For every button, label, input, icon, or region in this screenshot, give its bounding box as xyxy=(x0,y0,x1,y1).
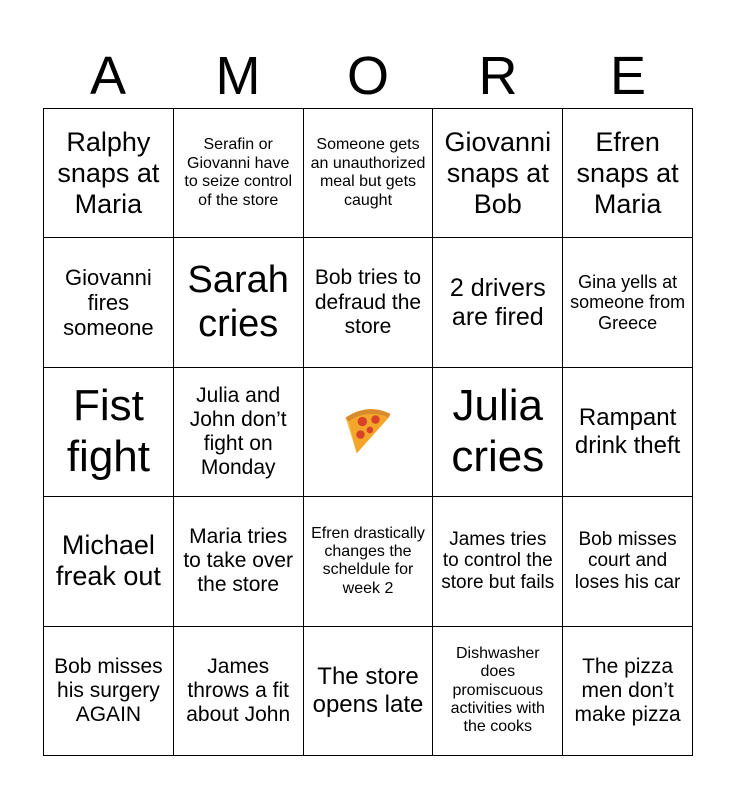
bingo-cell-text: James tries to control the store but fails xyxy=(441,528,555,594)
bingo-cell-text: Efren snaps at Maria xyxy=(576,126,679,219)
bingo-cell-text: Bob misses court and loses his car xyxy=(574,528,681,594)
header-letter: O xyxy=(346,46,389,106)
bingo-cell-text: Dishwasher does promiscuous activities with the cooks xyxy=(450,644,545,736)
bingo-cell[interactable] xyxy=(174,109,304,238)
pizza-slice-icon xyxy=(338,399,398,464)
bingo-cell-text: The pizza men don’t make pizza xyxy=(574,654,681,726)
bingo-cell-text: 2 drivers are fired xyxy=(449,273,546,331)
bingo-cell[interactable] xyxy=(563,368,693,497)
bingo-cell-text: Someone gets an unauthorized meal but gets caught xyxy=(310,136,426,209)
bingo-board xyxy=(43,108,693,756)
bingo-cell-text: Michael freak out xyxy=(55,530,161,592)
bingo-cell-text: Maria tries to take over the store xyxy=(183,525,294,597)
bingo-cell[interactable] xyxy=(44,238,174,367)
bingo-cell[interactable] xyxy=(433,238,563,367)
header-letter: R xyxy=(478,46,518,106)
bingo-cell-text: Giovanni fires someone xyxy=(63,264,154,341)
bingo-cell[interactable] xyxy=(563,238,693,367)
bingo-cell[interactable] xyxy=(174,238,304,367)
bingo-cell[interactable] xyxy=(174,497,304,626)
bingo-cell-text: Julia and John don’t fight on Monday xyxy=(189,383,287,480)
bingo-cell-text: Serafin or Giovanni have to seize control of the store xyxy=(184,136,292,209)
bingo-cell-text: Gina yells at someone from Greece xyxy=(570,271,686,333)
bingo-cell[interactable] xyxy=(304,627,434,756)
header-letter: E xyxy=(609,46,647,106)
bingo-cell[interactable] xyxy=(563,109,693,238)
bingo-cell[interactable] xyxy=(433,368,563,497)
bingo-cell[interactable] xyxy=(174,368,304,497)
bingo-cell[interactable] xyxy=(44,497,174,626)
bingo-cell[interactable] xyxy=(44,368,174,497)
bingo-cell-text: Fist fight xyxy=(66,381,150,481)
bingo-cell[interactable] xyxy=(44,109,174,238)
bingo-cell-text: Efren drastically changes the scheldule for week 2 xyxy=(311,524,425,597)
bingo-cell-text: Bob tries to defraud the store xyxy=(314,266,422,338)
bingo-cell[interactable] xyxy=(433,627,563,756)
bingo-cell[interactable] xyxy=(44,627,174,756)
bingo-cell[interactable] xyxy=(174,627,304,756)
free-space-cell[interactable] xyxy=(304,368,434,497)
bingo-cell-text: James throws a fit about John xyxy=(186,654,291,726)
bingo-cell-text: Sarah cries xyxy=(187,258,289,345)
bingo-cell-text: The store opens late xyxy=(312,663,424,718)
bingo-cell-text: Rampant drink theft xyxy=(574,404,681,459)
bingo-cell-text: Ralphy snaps at Maria xyxy=(57,126,160,219)
bingo-cell[interactable] xyxy=(433,497,563,626)
bingo-cell[interactable] xyxy=(304,238,434,367)
bingo-cell-text: Giovanni snaps at Bob xyxy=(444,126,552,219)
bingo-cell[interactable] xyxy=(433,109,563,238)
header-letter: M xyxy=(215,46,261,106)
bingo-header xyxy=(43,44,693,108)
bingo-cell[interactable] xyxy=(304,497,434,626)
bingo-cell[interactable] xyxy=(304,109,434,238)
bingo-cell[interactable] xyxy=(563,497,693,626)
bingo-cell-text: Bob misses his surgery AGAIN xyxy=(54,654,163,726)
bingo-cell[interactable] xyxy=(563,627,693,756)
bingo-cell-text: Julia cries xyxy=(451,381,545,481)
header-letter: A xyxy=(89,46,127,106)
